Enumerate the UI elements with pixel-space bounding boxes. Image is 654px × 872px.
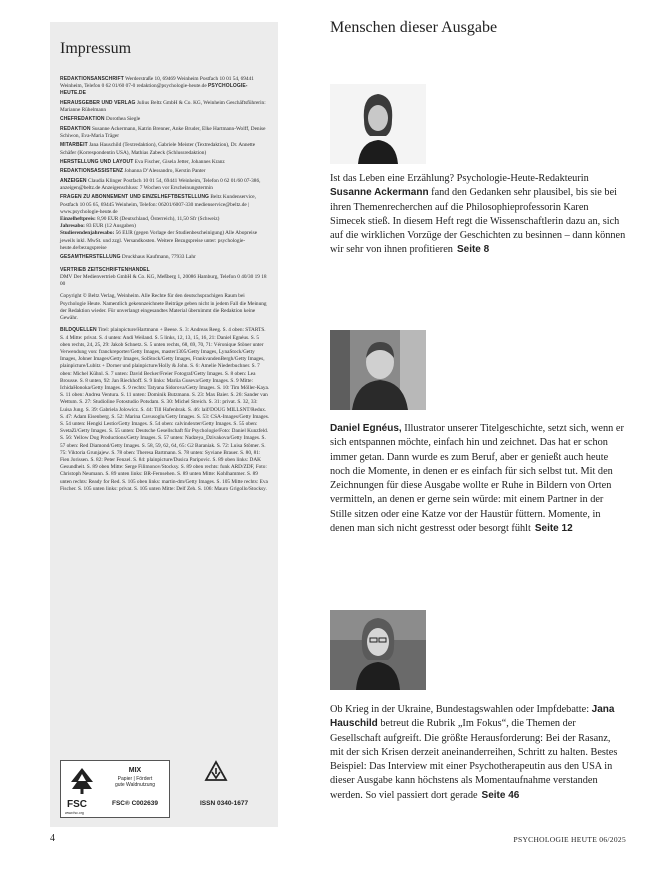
running-footer: PSYCHOLOGIE HEUTE 06/2025: [513, 835, 626, 844]
bildquellen: BILDQUELLEN Titel: plainpicture/Hartmann + Beese. S. 3: Andreas Reeg. S. 4 oben: STARTS. S. 4 Mitte: privat. S. 4 unten: Andi Weiland. S. 5 links, 12, 13, 15, 16, 21: Daniel Egnéus. S. 5 oben rechts, 24, 25, 29: Jakob Schnetz. S. 5 unten rechts, 68, 69, 70, 71: Véronique Stöner unter Verwendung von: franckreporter/Getty Images, master1305/Getty Images, LynaStock/Getty Images, Johner Images/Getty Images, SolStock/Getty Images, FrankvandenBergh/Getty Images, plainpicture/Lubitz + Dorner und plainpicture/Holly & John. S. 6: Amelie Niederbuchner. S. 7 oben: Michel Kühnl. S. 7 unten: David Becker/Freier Fotograf/Getty Images. S. 8 oben: Lea Brousse. S. 8 unten, 92: Jan Rieckhoff. S. 9 links: Mariia Guseva/Getty Images. S. 9 Mitte: IchidaHonoka/Getty Images. S. 9 rechts: Tatyana Sidorova/Getty Images. S. 10: Tim Möller-Kaya. S. 11 oben: Andrea Ventura. S. 11 unten: Dominik Butzmann. S. 23: Max Baier. S. 26: Sander van Wettum. S. 27: Studioline Fotostudio Potsdam. S. 30: Michel Streich. S. 31: privat. S. 32, 33: Luisa Jung. S. 39: Gabriela Jolowicz. S. 44: Till Hafenbrak. S. 46: laif/DOUG MILLSNT/Redux. S. 47: Adam Eisenberg. S. 52: Marina Cavusoglu/Getty Images. S. 53: CSA-Images/Getty Images. S. 54 unten: Hengki Lestio/Getty Images. S. 54 oben: calvindexter/Getty Images. S. 55 oben: SvetaZi/Getty Images. S. 55 unten: Deutsche Gesellschaft für Psychologie/Foto: Daniel Kunzfeld. S. 56: Yellow Dog Productions/Getty Images. S. 57 unten: Nadzeya_Dzivakova/Getty Images. S. 57 oben: Red Diamond/Getty Images. S. 58, 59, 62, 64, 65: G2 Baraniak. S. 72: Luisa Stömer. S. 75: Viktoria Grunjajew. S. 78 oben: Theresa Bartmann. S. 78 unten: Syviane Brauer. S. 80, 81: Fien Jorissen. S. 82: Peter Fenzel. S. 84: plainpicture/Dusica Paripovic. S. 89 oben links: DAK Gesundheit. S. 89 oben Mitte: Serge Filimonov/Stocksy. S. 89 oben rechts: funk ARD/ZDF, Foto: Christoph Neumann. S. 89 unten links: BR-Fernsehen. S. 89 unten Mitte: Kohlhammer. S. 89 unten rechts: Ready for Red. S. 105 oben links: martin-dm/Getty Images. S. 105 Mitte rechts: Eva Fischer. S. 105 unten links: privat. S. 105 unten Mitte: Delf Zeh. S. 106: Mauro Grigollo/Stocksy.: [60, 327, 270, 492]
fsc-word: FSC: [67, 799, 87, 810]
recycling-icon: [204, 760, 228, 784]
impressum-title: Impressum: [60, 40, 132, 57]
redaktion: REDAKTION Susanne Ackermann, Katrin Brenner, Anke Bruder, Elke Hartmann-Wolff, Denise Schiwon, Eva-Maria Träger: [60, 125, 266, 139]
fsc-code: FSC® C002639: [112, 800, 158, 807]
issn: ISSN 0340-1677: [200, 800, 249, 807]
page-reference: Seite 8: [456, 244, 490, 256]
bio-susanne-ackermann: Ist das Leben eine Erzählung? Psychologie-Heute-Redakteurin Susanne Ackermann fand den Gedanken sehr plausibel, bis sie bei ihren Themenrecherchen auf die Philosophieprofessorin Karen Simecek stieß. In diesem Heft regt die Wissenschaftlerin dazu an, sich auf die wirklichen Vorzüge der Geschichten zu besinnen – dann können wir sehr von ihnen profitieren Seite 8: [330, 173, 626, 256]
fsc-mix: MIX: [128, 767, 142, 774]
abonnement: FRAGEN ZU ABONNEMENT UND EINZELHEFTBESTELLUNG Beltz Kundenservice, Postfach 10 05 65, 69445 Weinheim, Telefon: 06201/6007-330 medienservice@beltz.de | www.psychologie-heute.de Einzelheftpreis: 8,90 EUR (Deutschland, Österreich), 11,50 Sfr (Schweiz) Jahresabo: 83 EUR (12 Ausgaben) Studierendenjahresabo: 56 EUR (gegen Vorlage der Studienbescheinigung) Alle Abopreise jeweils inkl. MwSt. und zzgl. Versandkosten. Weitere Bezugspreise unter: psychologie-heute.de/bezugspreise: [60, 194, 258, 251]
fsc-logo: [60, 760, 170, 818]
section-heading: Menschen dieser Ausgabe: [330, 19, 498, 36]
herausgeber: HERAUSGEBER UND VERLAG Julius Beltz GmbH & Co. KG, Weinheim Geschäftsführerin: Marianne Rühelmann: [60, 99, 266, 113]
redaktionsassistenz: REDAKTIONSASSISTENZ Johanna D’Alessandro, Kerstin Panter: [60, 168, 206, 175]
portrait-daniel-egneus: [330, 330, 426, 410]
mitarbeit: MITARBEIT Jana Hauschild (Textredaktion), Gabriele Meister (Textredaktion), Dr. Annette Schäfer (Korrespondentin USA), Mathias Zabeck (Schlussredaktion): [60, 142, 256, 156]
gesamtherstellung: GESAMTHERSTELLUNG Druckhaus Kaufmann, 77933 Lahr: [60, 254, 196, 261]
page-reference: Seite 12: [534, 523, 573, 535]
page-reference: Seite 46: [481, 789, 520, 801]
bio-daniel-egneus: Daniel Egnéus, Illustrator unserer Titelgeschichte, setzt sich, wenn er sich entspannen möchte, einfach hin und zeichnet. Das hat er schon immer getan. Dann wurde es zum Beruf, aber er genießt auch heute noch die Momente, in denen er es einfach für sich selbst tut. Mit den Zeichnungen für diese Ausgabe wollte er Ruhe in Bildern von Orten vermitteln, an denen er gerne sein würde: mit einem Partner in der Stille sitzen oder eine Katze vor der Haustür füttern. Momente, in denen man sich nicht gestresst oder besorgt fühlt Seite 12: [330, 423, 624, 535]
bio-jana-hauschild: Ob Krieg in der Ukraine, Bundestagswahlen oder Impfdebatte: Jana Hauschild betreut die Rubrik „Im Fokus“, die Themen der Gesellschaft aufgreift. Die größte Herausforderung: Bei der Rasanz, mit der sich Krisen derzeit aneinanderreihen, Schritt zu halten. Bestes Beispiel: Das Interview mit einer Psychotherapeutin aus den USA in dieser Ausgabe kann höchstens als Momentaufnahme verstanden werden. So viel passiert dort gerade Seite 46: [330, 704, 618, 801]
impressum-column: [50, 22, 278, 827]
herstellung: HERSTELLUNG UND LAYOUT Eva Fischer, Gisela Jetter, Johannes Kranz: [60, 158, 225, 165]
chefredaktion: CHEFREDAKTION Dorothea Siegle: [60, 116, 141, 123]
page-number: 4: [50, 833, 55, 844]
fsc-text: Papier | Fördert gute Waldnutzung: [114, 776, 156, 788]
copyright: Copyright © Beltz Verlag, Weinheim. Alle Rechte für den deutschsprachigen Raum bei Psychologie Heute. Namentlich gekennzeichnete Beiträge geben nicht in jedem Fall die Meinung der Redaktion wieder. Für unverlangt eingesandtes Material übernimmt die Redaktion keine Gewähr.: [60, 293, 267, 321]
fsc-tree-icon: [67, 766, 97, 796]
vertrieb: VERTRIEB ZEITSCHRIFTENHANDEL DMV Der Medienvertrieb GmbH & Co. KG, Meßberg 1, 20086 Hamburg, Telefon 0 40/30 19 18 00: [60, 266, 267, 287]
impressum-body: [60, 76, 270, 495]
fsc-web: www.fsc.org: [65, 811, 84, 815]
portrait-jana-hauschild: [330, 610, 426, 690]
portrait-susanne-ackermann: [330, 84, 426, 164]
redaktionsanschrift: REDAKTIONSANSCHRIFT Werderstraße 10, 69469 Weinheim Postfach 10 01 54, 69441 Weinheim, Telefon 0 62 01/60 07-0 redaktion@psychologie-heute.de PSYCHOLOGIE-HEUTE.DE: [60, 76, 254, 97]
anzeigen: ANZEIGEN Claudia Klinger Postfach 10 01 54, 69441 Weinheim, Telefon 0 62 01/60 07-386, anzeigen@beltz.de Anzeigenschluss: 7 Wochen vor Erscheinungstermin: [60, 177, 261, 191]
